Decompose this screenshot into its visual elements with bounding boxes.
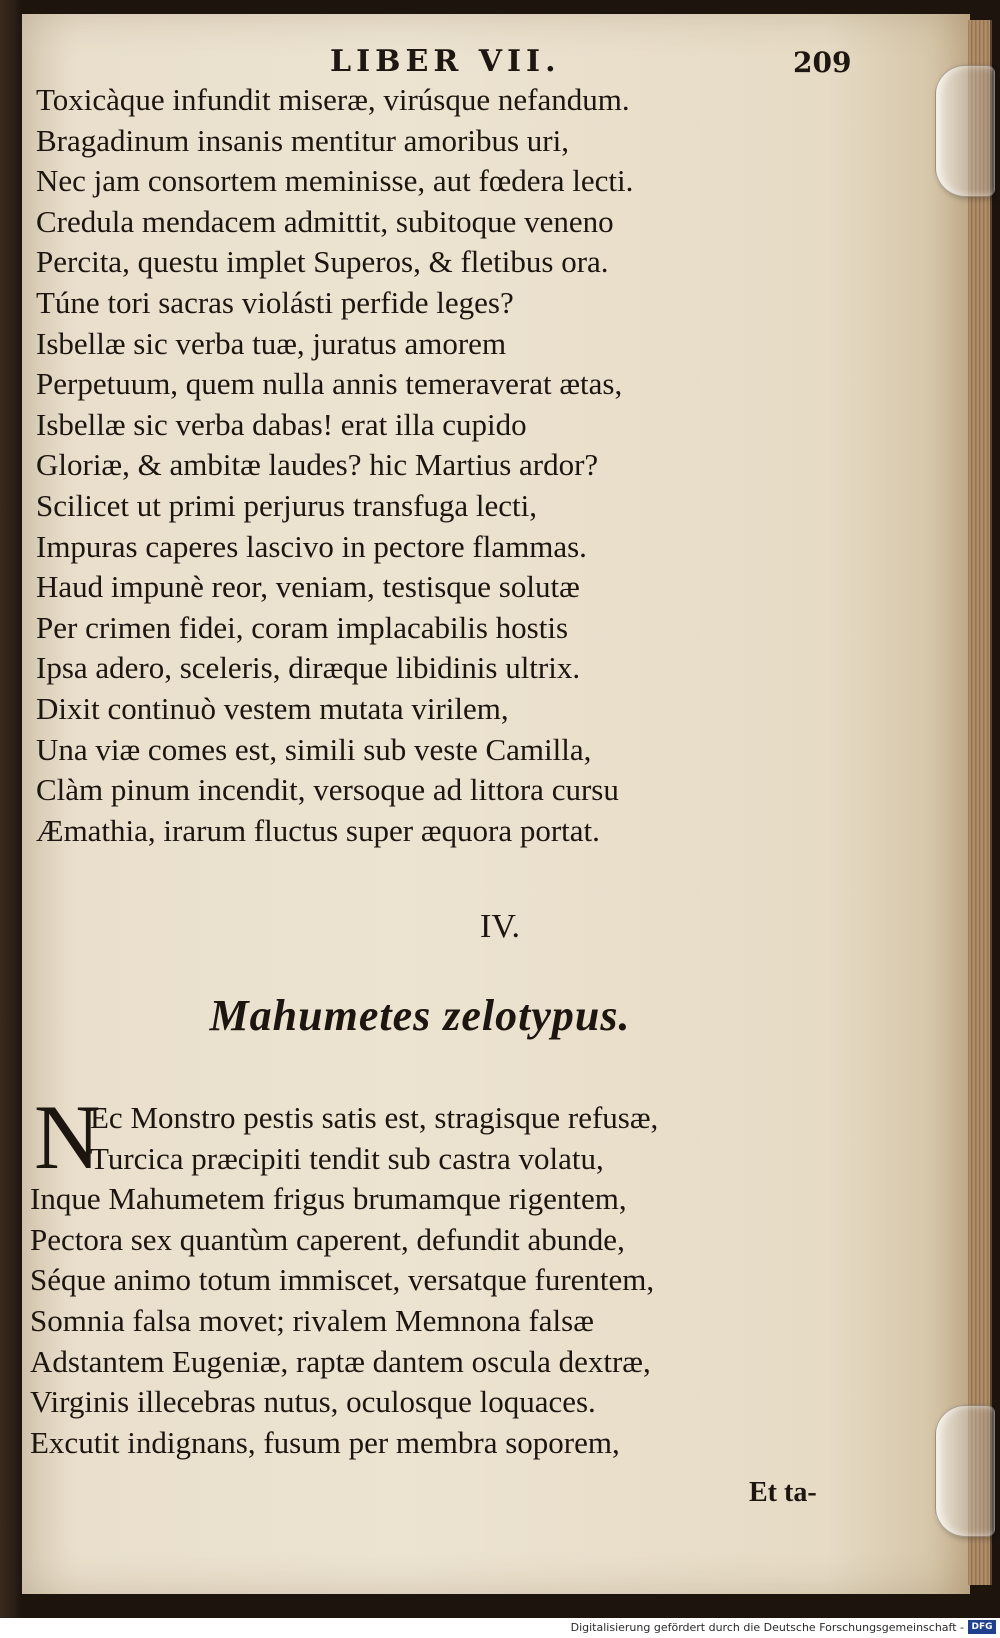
verse-line: Per crimen fidei, coram implacabilis hostis xyxy=(36,609,569,645)
verse-line: Nec jam consortem meminisse, aut fœdera lecti. xyxy=(36,163,634,199)
verse-line: Túne tori sacras violásti perfide leges? xyxy=(36,284,514,320)
verse-block-bottom xyxy=(30,1086,790,1463)
verse-line: Toxicàque infundit miseræ, virúsque nefandum. xyxy=(36,82,630,117)
verse-line: Excutit indignans, fusum per membra soporem, xyxy=(30,1424,620,1460)
funding-notice: Digitalisierung gefördert durch die Deutsche Forschungsgemeinschaft - xyxy=(570,1621,964,1634)
verse-line: Séque animo totum immiscet, versatque furentem, xyxy=(30,1262,655,1298)
footer-bar xyxy=(0,1618,1000,1638)
verse-line: Scilicet ut primi perjurus transfuga lecti, xyxy=(36,487,538,523)
catchword: Et ta- xyxy=(749,1477,817,1508)
page-number: 209 xyxy=(793,46,852,79)
verse-line: Clàm pinum incendit, versoque ad littora cursu xyxy=(36,772,619,808)
verse-line: Percita, questu implet Superos, & fletibus ora. xyxy=(36,244,609,280)
verse-line: Ec Monstro pestis satis est, stragisque refusæ, xyxy=(90,1100,659,1135)
verse-line: Turcica præcipiti tendit sub castra volatu, xyxy=(90,1140,604,1176)
dfg-logo-icon[interactable]: DFG xyxy=(968,1620,996,1634)
verse-line: Bragadinum insanis mentitur amoribus uri, xyxy=(36,122,569,158)
verse-line: Dixit continuò vestem mutata virilem, xyxy=(36,690,509,726)
verse-line: Haud impunè reor, veniam, testisque solutæ xyxy=(36,569,580,605)
verse-line: Impuras caperes lascivo in pectore flammas. xyxy=(36,528,587,564)
verse-line: Adstantem Eugeniæ, raptæ dantem oscula dextræ, xyxy=(30,1343,651,1379)
verse-line: Una viæ comes est, simili sub veste Camilla, xyxy=(36,731,592,767)
verse-line: Credula mendacem admittit, subitoque veneno xyxy=(36,203,614,239)
facing-page-bleed xyxy=(0,60,20,760)
section-title: Mahumetes zelotypus. xyxy=(209,991,631,1040)
page-header xyxy=(0,44,1000,84)
verse-line: Æmathia, irarum fluctus super æquora portat. xyxy=(36,812,600,848)
verse-block-top xyxy=(36,80,776,851)
book-clip-top xyxy=(935,65,995,197)
verse-line: Gloriæ, & ambitæ laudes? hic Martius ardor? xyxy=(36,447,599,483)
verse-line: Virginis illecebras nutus, oculosque loquaces. xyxy=(30,1384,596,1420)
verse-line: Isbellæ sic verba tuæ, juratus amorem xyxy=(36,325,507,361)
page-edge-stack xyxy=(968,20,992,1585)
book-clip-bottom xyxy=(935,1405,995,1537)
section-number: IV. xyxy=(480,908,520,945)
verse-line: Ipsa adero, sceleris, diræque libidinis ultrix. xyxy=(36,650,581,686)
verse-line: Isbellæ sic verba dabas! erat illa cupido xyxy=(36,406,527,442)
verse-line: Inque Mahumetem frigus brumamque rigentem, xyxy=(30,1181,627,1217)
running-head: LIBER VII. xyxy=(330,44,561,79)
drop-cap: N xyxy=(34,1086,101,1188)
verse-line: Pectora sex quantùm caperent, defundit abunde, xyxy=(30,1221,625,1257)
verse-line: Perpetuum, quem nulla annis temeraverat ætas, xyxy=(36,366,623,402)
verse-line: Somnia falsa movet; rivalem Memnona falsæ xyxy=(30,1302,594,1338)
